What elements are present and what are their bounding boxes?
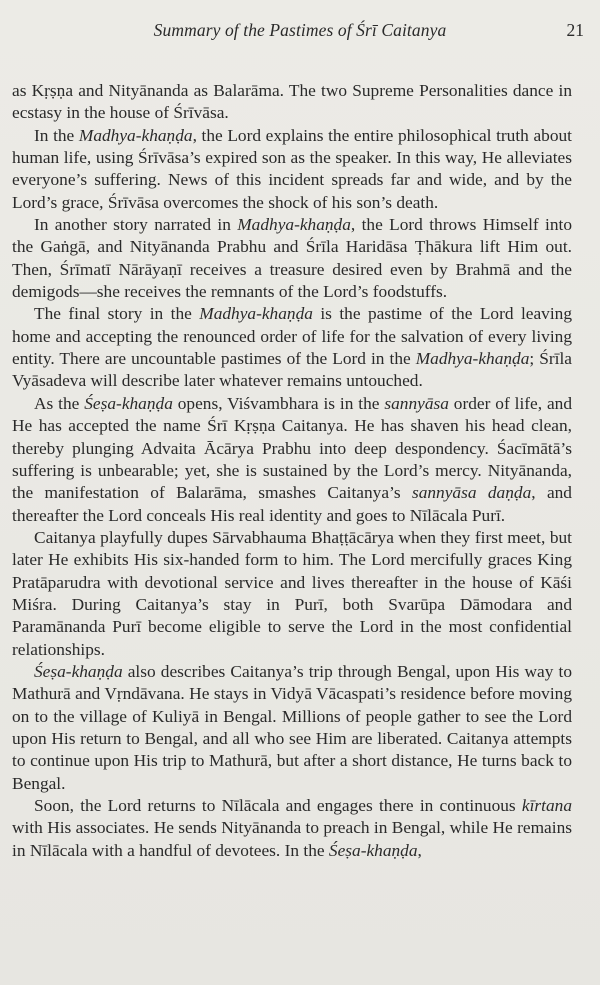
text-run: , the Lord throws Himself into the Gaṅgā, and Nityānanda Prabhu and Śrīla Haridāsa Ṭhākura lift Him out. Then, Śrīmatī Nārāyaṇī receives a treasure desired even by Brahmā and the demigods—she receives the remnants of the Lord’s foodstuffs. (12, 215, 572, 302)
body-text (12, 80, 572, 862)
text-run: ; Śrīla Vyāsadeva will describe later whatever remains untouched. (12, 349, 572, 391)
text-run: opens, Viśvambhara is in the (172, 393, 385, 413)
text-run: , the Lord explains the entire philosophical truth about human life, using Śrīvāsa’s expired son as the speaker. In this way, He alleviates everyone’s suffering. News of this incident spreads far and wide, and by the Lord’s grace, Śrīvāsa overcomes the shock of his son’s death. (12, 125, 572, 212)
paragraph (12, 795, 572, 862)
italic-term: sannyāsa daṇḍa (411, 483, 532, 503)
running-title: Summary of the Pastimes of Śrī Caitanya (153, 20, 447, 40)
text-run: , (417, 840, 422, 860)
paragraph (12, 303, 572, 392)
text-run: As the (34, 393, 85, 413)
paragraph (12, 527, 572, 661)
italic-term: Madhya-khaṇḍa (237, 215, 351, 235)
text-run: order of life, and He has accepted the name Śrī Kṛṣṇa Caitanya. He has shaven his head clean, thereby plunging Advaita Ācārya Prabhu into deep despondency. Śacīmātā’s suffering is unbearable; yet, she is sustained by the Lord’s mercy. Nityānanda, the manifestation of Balarāma, smashes Caitanya’s (12, 393, 572, 503)
text-run: also describes Caitanya’s trip through Bengal, upon His way to Mathurā and Vṛndāvana. He stays in Vidyā Vācaspati’s residence before moving on to the village of Kuliyā in Bengal. Millions of people gather to see the Lord upon His return to Bengal, and all who see Him are liberated. Caitanya attempts to continue upon His trip to Mathurā, but after a short distance, He turns back to Bengal. (12, 661, 572, 793)
italic-term: Śeṣa-khaṇḍa (84, 393, 173, 413)
italic-term: Śeṣa-khaṇḍa (328, 840, 418, 860)
running-head (0, 20, 600, 44)
italic-term: Madhya-khaṇḍa (199, 304, 313, 324)
text-run: Soon, the Lord returns to Nīlācala and engages there in continuous (34, 796, 522, 815)
paragraph (12, 80, 572, 125)
text-run: Caitanya playfully dupes Sārvabhauma Bhaṭṭācārya when they first meet, but later He exhibits His six-handed form to him. The Lord mercifully graces King Pratāparudra with devotional service and lives thereafter in the house of Kāśi Miśra. During Caitanya’s stay in Purī, both Svarūpa Dāmodara and Paramānanda Purī become eligible to serve the Lord in the most confidential relationships. (12, 527, 572, 659)
paragraph (12, 661, 572, 795)
text-run: In another story narrated in (34, 215, 238, 235)
text-run: is the pastime of the Lord leaving home and accepting the renounced order of life for the salvation of every living entity. There are uncountable pastimes of the Lord in the (12, 304, 573, 369)
italic-term: kīrtana (521, 796, 572, 815)
text-run: , and thereafter the Lord conceals His real identity and goes to Nīlācala Purī. (12, 483, 572, 525)
text-run: as Kṛṣṇa and Nityānanda as Balarāma. The two Supreme Personalities dance in ecstasy in the house of Śrīvāsa. (12, 81, 572, 123)
page-number: 21 (566, 20, 584, 40)
italic-term: Śeṣa-khaṇḍa (34, 661, 123, 681)
italic-term: Madhya-khaṇḍa (415, 349, 530, 369)
paragraph (12, 214, 572, 303)
text-run: with His associates. He sends Nityānanda to preach in Bengal, while He remains in Nīlācala with a handful of devotees. In the (12, 818, 572, 860)
paragraph (12, 393, 572, 527)
paragraph (12, 125, 572, 214)
italic-term: Madhya-khaṇḍa (78, 125, 193, 145)
text-run: The final story in the (34, 304, 200, 324)
italic-term: sannyāsa (384, 393, 449, 413)
text-run: In the (34, 125, 79, 145)
